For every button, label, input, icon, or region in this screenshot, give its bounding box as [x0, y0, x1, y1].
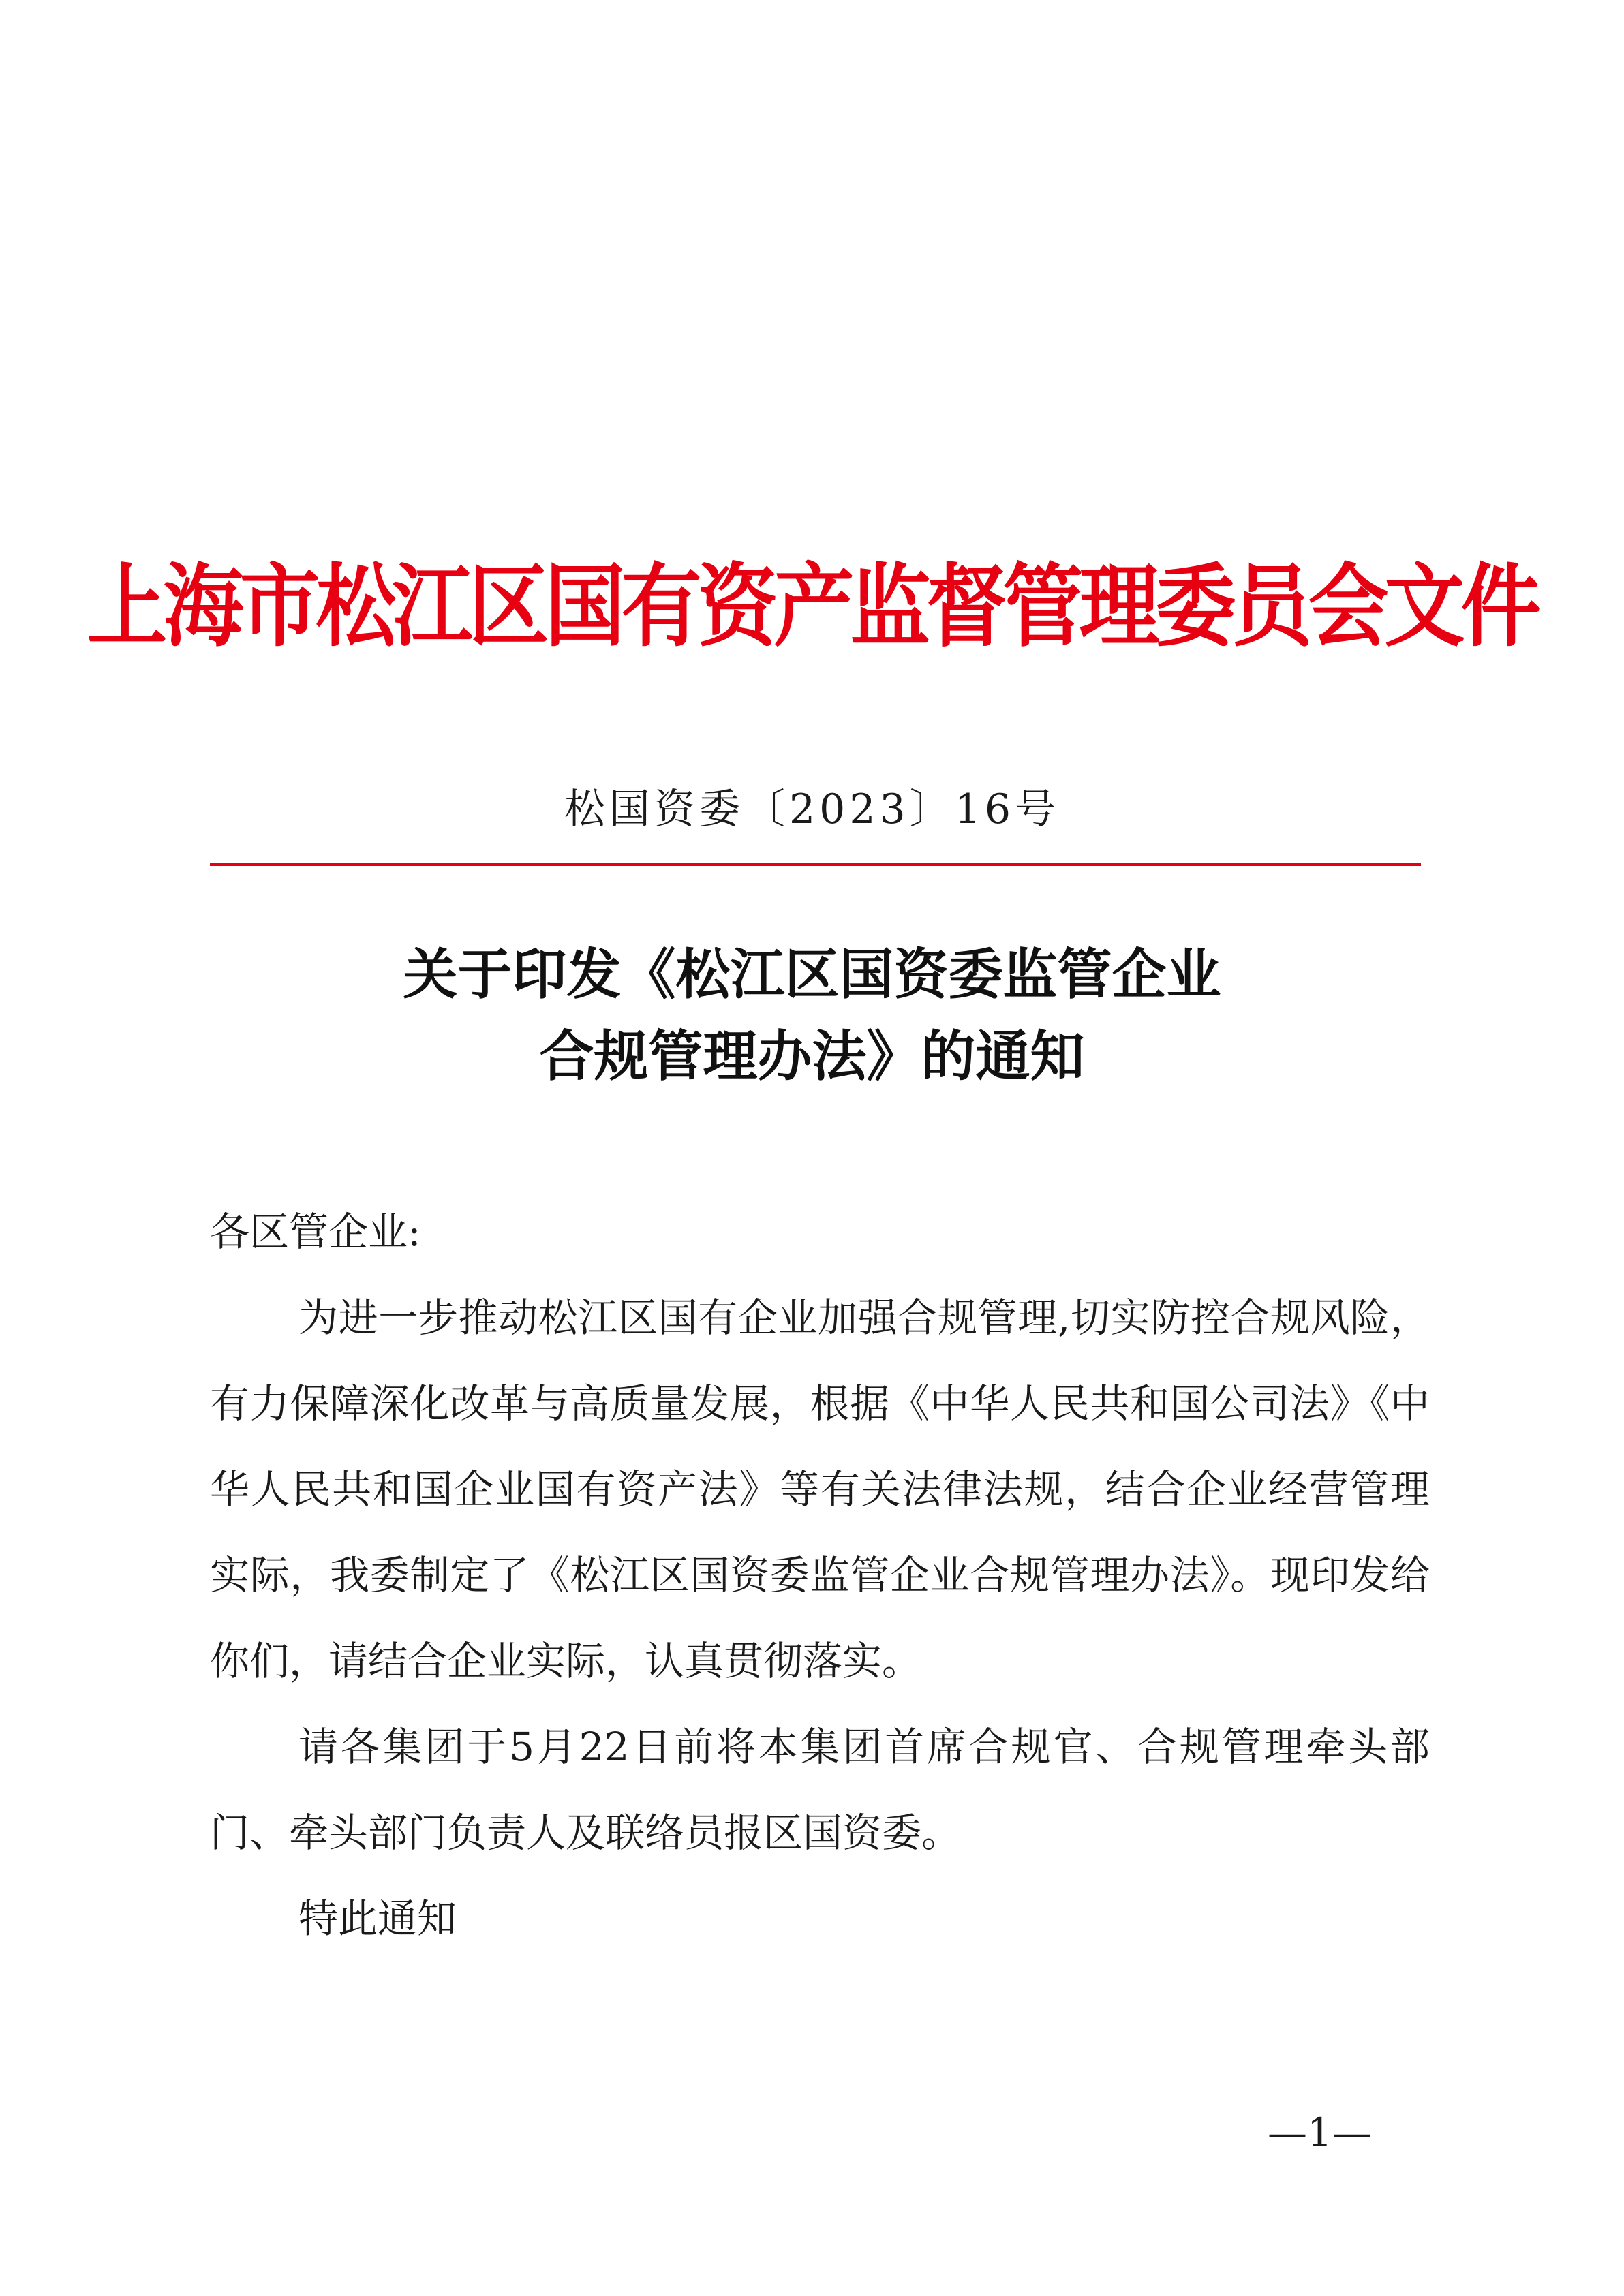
masthead-title: 上海市松江区国有资产监督管理委员会文件 [87, 553, 1537, 660]
notice-body [210, 1189, 1430, 1961]
notice-title-line-1: 关于印发《松江区国资委监管企业 [403, 942, 1221, 1006]
body-paragraph-2: 请各集团于5月22日前将本集团首席合规官、合规管理牵头部门、牵头部门负责人及联络员报区国资委。 [210, 1724, 1430, 1856]
notice-title-line-2: 合规管理办法》的通知 [539, 1024, 1085, 1088]
red-divider-line [210, 863, 1421, 866]
page-number: —1— [1268, 2109, 1372, 2156]
document-number: 松国资委〔2023〕16号 [564, 786, 1060, 833]
closing-line: 特此通知 [298, 1895, 457, 1942]
notice-title [0, 933, 1624, 1097]
salutation: 各区管企业: [210, 1209, 421, 1255]
body-paragraph-1: 为进一步推动松江区国有企业加强合规管理,切实防控合规风险，有力保障深化改革与高质量发展，根据《中华人民共和国公司法》《中华人民共和国企业国有资产法》等有关法律法规，结合企业经营管理实际，我委制定了《松江区国资委监管企业合规管理办法》。现印发给你们，请结合企业实际，认真贯彻落实。 [210, 1294, 1430, 1684]
